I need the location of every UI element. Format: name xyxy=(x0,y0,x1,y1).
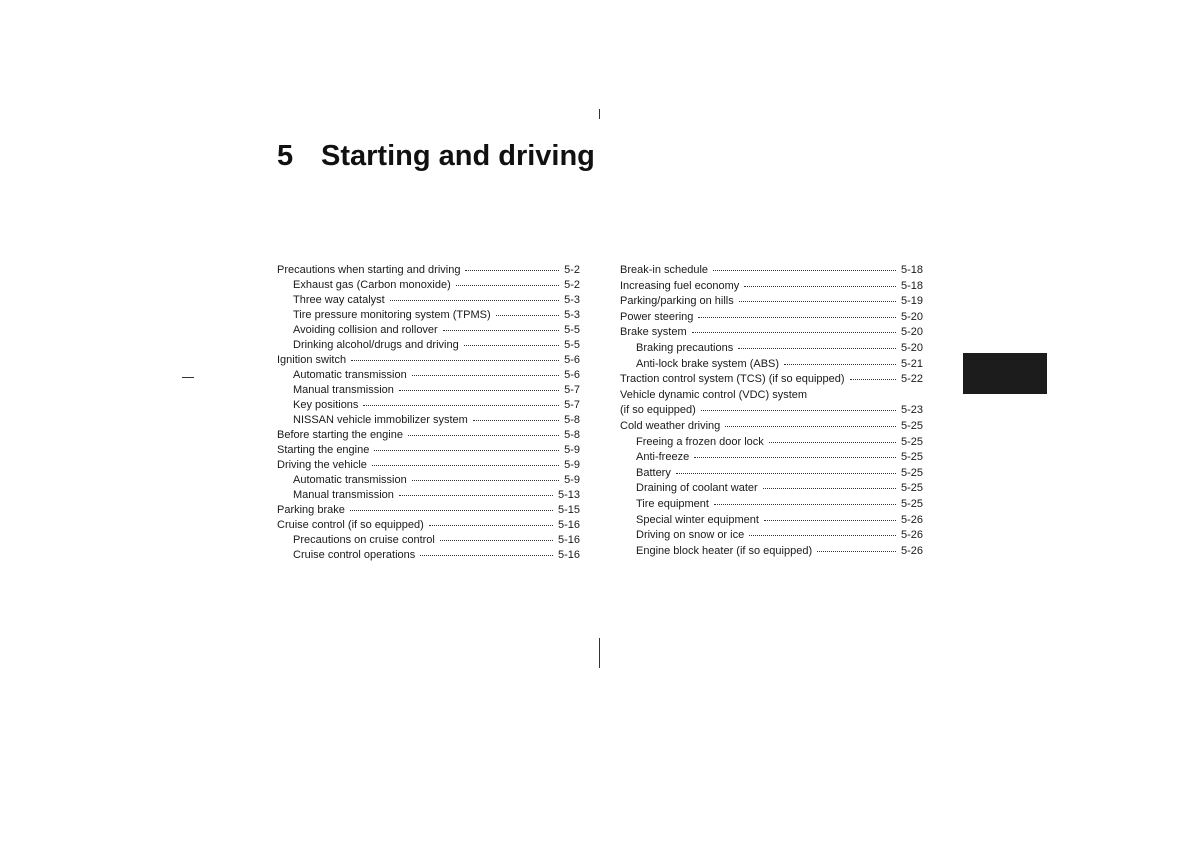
toc-entry-title: Drinking alcohol/drugs and driving xyxy=(293,339,459,351)
toc-subentry[interactable] xyxy=(620,481,923,497)
toc-subentry[interactable] xyxy=(277,413,580,428)
toc-entry-title: (if so equipped) xyxy=(620,404,696,417)
toc-subentry[interactable] xyxy=(620,528,923,544)
toc-entry-title: Engine block heater (if so equipped) xyxy=(636,544,813,557)
toc-page-number: 5-25 xyxy=(900,435,923,448)
toc-page-number: 5-9 xyxy=(564,444,580,456)
toc-page-number: 5-6 xyxy=(564,354,580,366)
toc-subentry[interactable] xyxy=(620,341,923,357)
toc-dot-leader xyxy=(739,301,896,302)
toc-entry-title: Precautions on cruise control xyxy=(293,534,435,546)
toc-dot-leader xyxy=(351,360,559,361)
toc-entry-title: Tire pressure monitoring system (TPMS) xyxy=(293,309,491,321)
toc-subentry[interactable] xyxy=(277,368,580,383)
toc-entry-title: Freeing a frozen door lock xyxy=(636,435,764,448)
toc-dot-leader xyxy=(456,285,559,286)
toc-entry-title: Special winter equipment xyxy=(636,513,759,526)
toc-entry-title: Manual transmission xyxy=(293,384,394,396)
toc-entry-title: Cruise control (if so equipped) xyxy=(277,519,424,531)
toc-page-number: 5-21 xyxy=(900,357,923,370)
toc-entry-title: Increasing fuel economy xyxy=(620,279,740,292)
toc-entry-title: Battery xyxy=(636,466,671,479)
toc-dot-leader xyxy=(412,480,559,481)
toc-entry-title: Braking precautions xyxy=(636,341,734,354)
toc-entry[interactable] xyxy=(620,388,923,404)
chapter-heading xyxy=(277,138,595,174)
crop-mark-left xyxy=(182,377,194,378)
toc-dot-leader xyxy=(817,551,896,552)
toc-page-number: 5-20 xyxy=(900,310,923,323)
toc-entry[interactable] xyxy=(277,443,580,458)
toc-entry-title: Driving on snow or ice xyxy=(636,529,745,542)
toc-page-number: 5-16 xyxy=(557,549,580,561)
toc-page-number: 5-26 xyxy=(900,513,923,526)
toc-page-number: 5-3 xyxy=(564,309,580,321)
toc-page-number: 5-20 xyxy=(900,326,923,339)
toc-page-number: 5-22 xyxy=(900,373,923,386)
toc-subentry[interactable] xyxy=(277,323,580,338)
toc-page-number: 5-2 xyxy=(564,264,580,276)
toc-entry-title: Precautions when starting and driving xyxy=(277,264,461,276)
toc-subentry[interactable] xyxy=(277,533,580,548)
toc-dot-leader xyxy=(738,348,896,349)
toc-entry[interactable] xyxy=(620,294,923,310)
toc-entry[interactable] xyxy=(277,458,580,473)
toc-subentry[interactable] xyxy=(277,293,580,308)
toc-page-number: 5-8 xyxy=(564,429,580,441)
toc-dot-leader xyxy=(465,270,559,271)
toc-page-number: 5-13 xyxy=(557,489,580,501)
crop-mark-top xyxy=(599,109,600,119)
toc-subentry[interactable] xyxy=(277,548,580,563)
toc-dot-leader xyxy=(698,317,896,318)
toc-dot-leader xyxy=(692,332,896,333)
toc-entry-title: Cruise control operations xyxy=(293,549,416,561)
toc-entry-title: Manual transmission xyxy=(293,489,394,501)
toc-subentry[interactable] xyxy=(620,357,923,373)
toc-entry-title: Traction control system (TCS) (if so equipped) xyxy=(620,373,845,386)
toc-dot-leader xyxy=(763,488,896,489)
toc-entry-title: Vehicle dynamic control (VDC) system xyxy=(620,388,808,401)
toc-subentry[interactable] xyxy=(277,278,580,293)
toc-page-number: 5-25 xyxy=(900,466,923,479)
toc-dot-leader xyxy=(701,410,896,411)
toc-dot-leader xyxy=(725,426,896,427)
toc-entry-title: Key positions xyxy=(293,399,359,411)
toc-page-number: 5-5 xyxy=(564,339,580,351)
toc-dot-leader xyxy=(769,442,896,443)
chapter-thumb-tab xyxy=(963,353,1047,394)
toc-page-number: 5-20 xyxy=(900,341,923,354)
toc-entry[interactable] xyxy=(277,353,580,368)
toc-page-number: 5-6 xyxy=(564,369,580,381)
toc-page-number: 5-7 xyxy=(564,399,580,411)
toc-subentry[interactable] xyxy=(277,338,580,353)
chapter-title: Starting and driving xyxy=(321,140,595,172)
toc-page-number: 5-16 xyxy=(557,534,580,546)
toc-entry-title: Brake system xyxy=(620,326,687,339)
toc-page-number: 5-15 xyxy=(557,504,580,516)
toc-dot-leader xyxy=(420,555,553,556)
toc-subentry[interactable] xyxy=(620,466,923,482)
toc-dot-leader xyxy=(850,379,896,380)
toc-entry-title: Power steering xyxy=(620,310,694,323)
toc-page-number: 5-25 xyxy=(900,497,923,510)
toc-entry-title: Driving the vehicle xyxy=(277,459,367,471)
toc-subentry[interactable] xyxy=(620,513,923,529)
toc-entry-title: Automatic transmission xyxy=(293,474,407,486)
toc-subentry[interactable] xyxy=(277,383,580,398)
toc-dot-leader xyxy=(749,535,896,536)
toc-entry[interactable] xyxy=(620,263,923,279)
toc-dot-leader xyxy=(676,473,896,474)
toc-dot-leader xyxy=(399,390,559,391)
toc-subentry[interactable] xyxy=(620,544,923,560)
toc-dot-leader xyxy=(374,450,559,451)
toc-page-number: 5-9 xyxy=(564,459,580,471)
toc-page-number: 5-5 xyxy=(564,324,580,336)
toc-subentry[interactable] xyxy=(277,488,580,503)
toc-dot-leader xyxy=(464,345,559,346)
toc-page-number: 5-7 xyxy=(564,384,580,396)
toc-entry[interactable] xyxy=(277,428,580,443)
toc-page-number: 5-26 xyxy=(900,529,923,542)
toc-dot-leader xyxy=(429,525,553,526)
toc-page-number: 5-26 xyxy=(900,544,923,557)
toc-subentry[interactable] xyxy=(277,473,580,488)
toc-entry-title: Parking brake xyxy=(277,504,345,516)
toc-dot-leader xyxy=(440,540,553,541)
toc-entry-title: Before starting the engine xyxy=(277,429,403,441)
toc-entry[interactable] xyxy=(620,310,923,326)
toc-dot-leader xyxy=(363,405,559,406)
toc-entry-title: Break-in schedule xyxy=(620,264,709,276)
toc-dot-leader xyxy=(744,286,896,287)
toc-entry-title: Starting the engine xyxy=(277,444,370,456)
toc-page-number: 5-16 xyxy=(557,519,580,531)
toc-dot-leader xyxy=(496,315,559,316)
toc-dot-leader xyxy=(764,520,896,521)
toc-page-number: 5-2 xyxy=(564,279,580,291)
toc-entry-title: Cold weather driving xyxy=(620,419,721,432)
toc-dot-leader xyxy=(412,375,559,376)
toc-entry-title: Ignition switch xyxy=(277,354,347,366)
toc-dot-leader xyxy=(694,457,896,458)
toc-column-right xyxy=(620,263,923,559)
toc-subentry[interactable] xyxy=(277,398,580,413)
chapter-number: 5 xyxy=(277,140,294,172)
toc-entry[interactable] xyxy=(620,279,923,295)
toc-entry-title: Automatic transmission xyxy=(293,369,407,381)
toc-entry-title: Parking/parking on hills xyxy=(620,295,734,308)
toc-entry-title: Exhaust gas (Carbon monoxide) xyxy=(293,279,451,291)
toc-page-number: 5-18 xyxy=(900,279,923,292)
toc-entry[interactable] xyxy=(620,403,923,419)
toc-entry-title: Three way catalyst xyxy=(293,294,385,306)
toc-entry-title: Tire equipment xyxy=(636,497,709,510)
toc-dot-leader xyxy=(713,270,896,271)
toc-dot-leader xyxy=(784,364,896,365)
toc-page-number: 5-25 xyxy=(900,482,923,495)
toc-subentry[interactable] xyxy=(620,450,923,466)
toc-dot-leader xyxy=(399,495,553,496)
toc-dot-leader xyxy=(714,504,896,505)
toc-entry[interactable] xyxy=(620,372,923,388)
toc-entry-title: Anti-lock brake system (ABS) xyxy=(636,357,780,370)
toc-page-number: 5-9 xyxy=(564,474,580,486)
toc-dot-leader xyxy=(350,510,553,511)
toc-page-number: 5-3 xyxy=(564,294,580,306)
toc-dot-leader xyxy=(443,330,559,331)
toc-page-number: 5-23 xyxy=(900,404,923,417)
toc-page-number: 5-25 xyxy=(900,419,923,432)
toc-entry[interactable] xyxy=(277,263,580,278)
crop-mark-bottom xyxy=(599,638,600,668)
toc-dot-leader xyxy=(390,300,559,301)
toc-column-left xyxy=(277,263,580,563)
toc-entry-title: Draining of coolant water xyxy=(636,482,758,495)
toc-entry[interactable] xyxy=(620,419,923,435)
toc-subentry[interactable] xyxy=(277,308,580,323)
toc-dot-leader xyxy=(473,420,559,421)
toc-entry[interactable] xyxy=(277,503,580,518)
toc-subentry[interactable] xyxy=(620,497,923,513)
toc-dot-leader xyxy=(372,465,559,466)
toc-entry[interactable] xyxy=(277,518,580,533)
toc-entry-title: NISSAN vehicle immobilizer system xyxy=(293,414,468,426)
toc-page-number: 5-8 xyxy=(564,414,580,426)
toc-page-number: 5-25 xyxy=(900,451,923,464)
toc-entry-title: Avoiding collision and rollover xyxy=(293,324,438,336)
toc-dot-leader xyxy=(408,435,559,436)
toc-page-number: 5-19 xyxy=(900,295,923,308)
toc-entry[interactable] xyxy=(620,325,923,341)
toc-entry-title: Anti-freeze xyxy=(636,451,690,464)
toc-subentry[interactable] xyxy=(620,435,923,451)
toc-page-number: 5-18 xyxy=(900,264,923,276)
